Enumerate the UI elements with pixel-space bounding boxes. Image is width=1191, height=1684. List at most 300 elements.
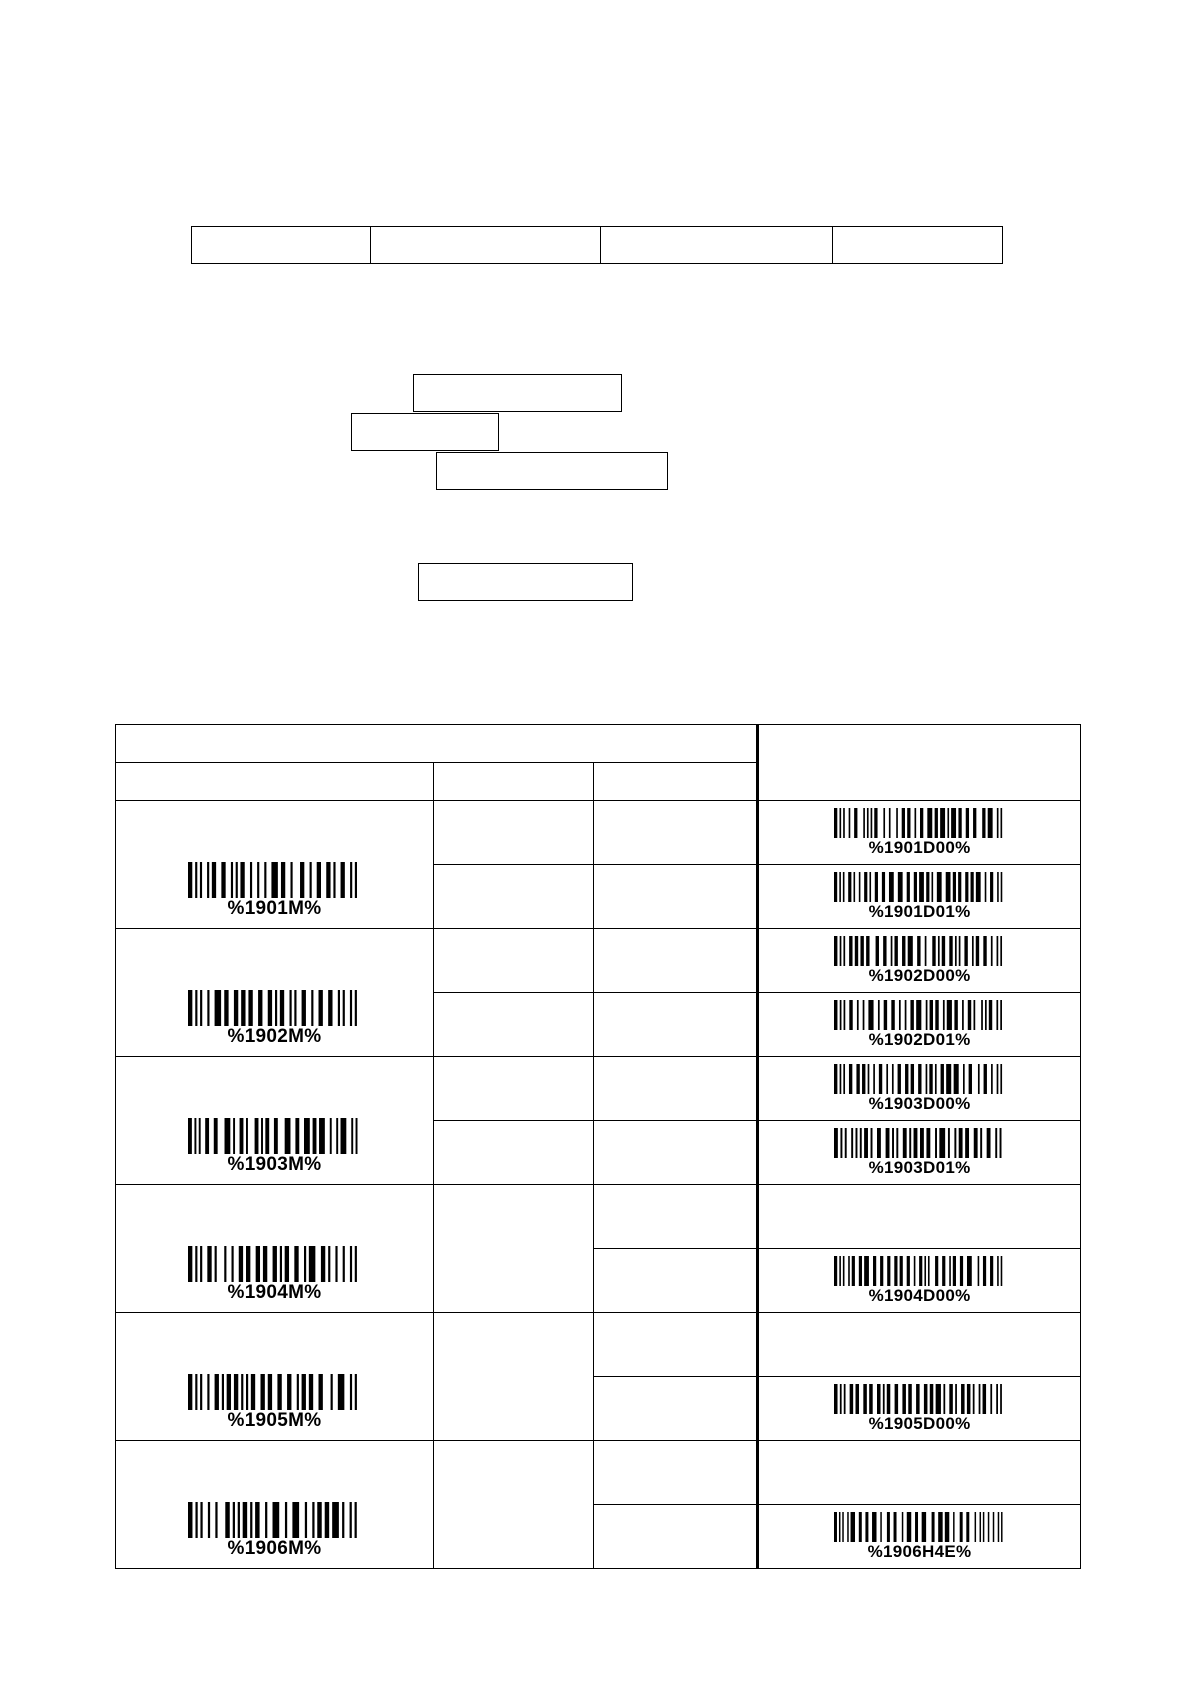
barcode-bar: [983, 1064, 986, 1094]
barcode-bar: [200, 990, 202, 1026]
barcode-bar: [304, 1502, 306, 1538]
barcode-bar: [928, 1256, 930, 1286]
barcode[interactable]: [834, 1064, 1006, 1113]
barcode[interactable]: [834, 808, 1006, 857]
barcode-bar: [874, 808, 877, 838]
barcode-bar: [834, 872, 837, 902]
barcode-bar: [952, 1256, 955, 1286]
barcode-bar: [349, 1246, 351, 1282]
barcode-bar: [195, 862, 197, 898]
barcode-bar: [224, 1118, 230, 1154]
top-header-strip: [191, 226, 1003, 264]
barcode-text: %1901D01%: [868, 902, 971, 921]
barcode-bar: [214, 990, 221, 1026]
barcode-text: %1906H4E%: [867, 1542, 972, 1561]
barcode-bar: [258, 990, 262, 1026]
barcode-text: %1902D01%: [868, 1030, 971, 1049]
barcode-bar: [916, 1384, 920, 1414]
table-row: [116, 1441, 1081, 1505]
barcode-bar: [843, 808, 845, 838]
barcode-bar: [904, 1000, 906, 1030]
barcode-bar: [856, 1000, 858, 1030]
barcode-bar: [945, 872, 950, 902]
sub-code-cell: [758, 1377, 1081, 1441]
table-row: [116, 929, 1081, 993]
barcode-text: %1903D01%: [868, 1158, 971, 1177]
sub-code-cell-empty: [758, 1441, 1081, 1505]
barcode-bar: [990, 872, 993, 902]
barcode-bar: [878, 1064, 881, 1094]
sub-code-cell: [758, 993, 1081, 1057]
barcode-bar: [349, 990, 351, 1026]
barcode-bar: [265, 1502, 267, 1538]
barcode-bar: [839, 1384, 841, 1414]
barcode-bar: [907, 808, 910, 838]
barcode-bar: [859, 1128, 861, 1158]
barcode-bar: [986, 1128, 990, 1158]
barcode-bar: [311, 990, 313, 1026]
barcode-bar: [897, 1064, 900, 1094]
sub-col2-cell: [434, 993, 594, 1057]
barcode-bar: [233, 990, 237, 1026]
barcode-bar: [205, 1118, 209, 1154]
barcode-bar: [990, 1384, 992, 1414]
barcode[interactable]: [834, 1256, 1006, 1305]
barcode-bars: [834, 1384, 1006, 1414]
barcode-bar: [287, 1374, 291, 1410]
barcode-bar: [214, 1374, 218, 1410]
barcode-bar: [864, 1128, 868, 1158]
barcode-bar: [866, 808, 868, 838]
barcode-bar: [982, 1384, 986, 1414]
barcode-bar: [889, 872, 894, 902]
barcode-bar: [312, 1502, 314, 1538]
barcode-bar: [233, 1374, 237, 1410]
barcode-bar: [858, 1256, 861, 1286]
barcode-text: %1901M%: [227, 898, 322, 919]
barcode-bar: [940, 808, 945, 838]
barcode-bar: [1000, 1064, 1002, 1094]
barcode[interactable]: [834, 1384, 1006, 1433]
barcode-bar: [194, 1118, 196, 1154]
main-code-cell: [116, 1057, 434, 1185]
barcode-bar: [918, 1064, 921, 1094]
barcode-bar: [849, 936, 852, 966]
barcode-bar: [963, 1064, 965, 1094]
barcode-bar: [860, 936, 863, 966]
barcode-bar: [954, 1128, 956, 1158]
sub-code-cell: [758, 1249, 1081, 1313]
main-code-cell: [116, 801, 434, 929]
barcode-bar: [844, 1128, 846, 1158]
barcode-bar: [896, 808, 898, 838]
barcode-bar: [953, 1512, 954, 1542]
label-box-3: [436, 452, 668, 490]
barcode-bar: [301, 1374, 305, 1410]
barcode-bar: [982, 808, 985, 838]
barcode[interactable]: [188, 1118, 362, 1175]
sub-code-cell: [758, 1505, 1081, 1569]
barcode-bar: [354, 1502, 356, 1538]
barcode-bar: [308, 1374, 312, 1410]
barcode-bar: [864, 1256, 869, 1286]
barcode-bar: [855, 1128, 857, 1158]
barcode-bar: [899, 1256, 902, 1286]
barcode-bar: [848, 1064, 851, 1094]
barcode-bar: [304, 1118, 310, 1154]
barcode-bar: [188, 862, 192, 898]
barcode-bar: [304, 1246, 306, 1282]
barcode-bar: [294, 990, 296, 1026]
barcode-bar: [955, 936, 957, 966]
barcode-bar: [907, 936, 912, 966]
barcode-bar: [277, 1374, 281, 1410]
barcode-bar: [888, 808, 890, 838]
barcode[interactable]: [834, 936, 1006, 985]
barcode-bar: [953, 1064, 958, 1094]
barcode-bars: [188, 1246, 362, 1282]
barcode-bar: [997, 1256, 999, 1286]
barcode-bar: [1000, 872, 1002, 902]
barcode-bar: [834, 1000, 837, 1030]
barcode-bar: [984, 872, 986, 902]
barcode[interactable]: [188, 862, 362, 919]
sub-col3-cell: [594, 801, 758, 865]
barcode-bar: [207, 1246, 211, 1282]
barcode[interactable]: [188, 990, 362, 1047]
barcode-bar: [894, 936, 897, 966]
barcode-bars: [834, 1064, 1006, 1094]
barcode-bar: [848, 1256, 850, 1286]
barcode-bar: [834, 1256, 837, 1286]
barcode-bar: [848, 872, 851, 902]
barcode-bar: [1000, 1384, 1002, 1414]
barcode-bar: [925, 1064, 927, 1094]
barcode-bar: [834, 1128, 838, 1158]
barcode-bar: [887, 1256, 890, 1286]
barcode-bar: [873, 1256, 876, 1286]
barcode-bar: [931, 872, 933, 902]
barcode-bar: [919, 1256, 922, 1286]
barcode-bar: [284, 1502, 286, 1538]
barcode-bar: [250, 1374, 254, 1410]
barcode-text: %1905D00%: [868, 1414, 971, 1433]
barcode-bar: [840, 1128, 842, 1158]
barcode-bar: [232, 1502, 234, 1538]
barcode-bar: [896, 1128, 898, 1158]
barcode-bar: [913, 1128, 917, 1158]
barcode-bar: [337, 1374, 344, 1410]
barcode-bar: [295, 1118, 299, 1154]
barcode-bar: [858, 872, 860, 902]
barcode-bar: [951, 808, 956, 838]
barcode-bar: [1001, 1512, 1002, 1542]
barcode-bar: [319, 1118, 325, 1154]
table-header-col1: [116, 763, 434, 801]
barcode-bar: [328, 990, 332, 1026]
barcode-bar: [862, 1000, 864, 1030]
main-code-cell: [116, 1185, 434, 1313]
barcode-bar: [901, 1512, 902, 1542]
barcode-bar: [944, 1512, 948, 1542]
barcode-bar: [839, 1256, 841, 1286]
barcode-bar: [350, 862, 352, 898]
barcode-bar: [279, 1246, 281, 1282]
sub-col3-cell: [594, 1377, 758, 1441]
barcode-bar: [292, 1502, 299, 1538]
barcode-bar: [973, 1000, 975, 1030]
barcode-bars: [834, 1256, 1006, 1286]
barcode-bar: [934, 808, 937, 838]
top-strip-cell-4: [833, 227, 1002, 263]
barcode-bar: [877, 1128, 881, 1158]
barcode-bar: [843, 936, 845, 966]
barcode-bar: [949, 936, 952, 966]
barcode-bar: [834, 1384, 838, 1414]
barcode-bar: [1000, 936, 1002, 966]
barcode-bar: [868, 1000, 873, 1030]
table-header-col2: [434, 763, 594, 801]
barcode-bar: [965, 1128, 969, 1158]
barcode-bar: [317, 1502, 321, 1538]
barcode-bar: [877, 1000, 879, 1030]
barcode-bars: [188, 862, 362, 898]
sub-col2-cell: [434, 1057, 594, 1121]
label-box-2: [351, 413, 499, 451]
barcode[interactable]: [188, 1374, 362, 1431]
barcode-bar: [843, 1000, 845, 1030]
barcode[interactable]: [188, 1246, 362, 1303]
barcode-bar: [894, 1384, 898, 1414]
barcode-bar: [838, 1512, 839, 1542]
barcode[interactable]: [834, 1000, 1006, 1049]
barcode-bar: [970, 872, 973, 902]
barcode-bar: [929, 1000, 932, 1030]
barcode-bar: [923, 1384, 927, 1414]
barcode-bar: [839, 872, 841, 902]
barcode-text: %1903M%: [227, 1154, 322, 1175]
barcode-bar: [982, 1256, 985, 1286]
barcode-bar: [851, 1256, 854, 1286]
barcode-bar: [926, 1128, 930, 1158]
barcode-bars: [188, 1118, 362, 1154]
barcode-bar: [309, 862, 311, 898]
barcode[interactable]: [834, 1512, 1006, 1561]
barcode-bar: [267, 990, 271, 1026]
barcode-bar: [996, 808, 998, 838]
barcode-bar: [947, 1128, 949, 1158]
sub-code-cell: [758, 929, 1081, 993]
barcode-bar: [877, 1384, 881, 1414]
barcode-bar: [241, 1374, 243, 1410]
barcode-bar: [238, 1246, 242, 1282]
barcode-bar: [237, 1502, 239, 1538]
barcode-bar: [920, 1128, 924, 1158]
barcode-bar: [273, 1118, 277, 1154]
barcode-bar: [224, 1246, 226, 1282]
barcode-text: %1905M%: [227, 1410, 322, 1431]
barcode-bar: [312, 1118, 316, 1154]
sub-col3-cell: [594, 1249, 758, 1313]
barcode-bar: [966, 1512, 969, 1542]
barcode-bar: [188, 1246, 192, 1282]
sub-col3-cell: [594, 993, 758, 1057]
barcode-bar: [883, 808, 885, 838]
barcode-bars: [188, 1374, 362, 1410]
barcode-bar: [920, 808, 923, 838]
barcode-bar: [909, 1128, 911, 1158]
barcode-bars: [834, 1000, 1006, 1030]
barcode-bar: [842, 872, 844, 902]
barcode-bar: [246, 1118, 248, 1154]
barcode[interactable]: [188, 1502, 362, 1559]
barcode-bar: [881, 872, 884, 902]
barcode-bar: [880, 1512, 881, 1542]
barcode-bar: [342, 1502, 344, 1538]
barcode-bar: [959, 1256, 962, 1286]
sub-col3-cell: [594, 1505, 758, 1569]
barcode-bar: [902, 936, 905, 966]
barcode-text: %1904M%: [227, 1282, 322, 1303]
barcode-bar: [257, 862, 259, 898]
barcode-bar: [929, 1064, 932, 1094]
barcode-bar: [271, 862, 277, 898]
barcode-bar: [949, 1256, 951, 1286]
barcode-bar: [847, 1512, 848, 1542]
barcode-bar: [988, 1000, 991, 1030]
barcode-bar: [990, 936, 992, 966]
barcode-bar: [351, 1118, 353, 1154]
barcode-bar: [318, 1374, 322, 1410]
barcode-bar: [905, 1064, 908, 1094]
barcode-bar: [863, 1384, 867, 1414]
barcode-bar: [834, 936, 837, 966]
barcode-bar: [1000, 1000, 1002, 1030]
barcode-bar: [867, 1064, 869, 1094]
barcode-bar: [853, 872, 855, 902]
barcode-bar: [886, 1384, 890, 1414]
barcode-bar: [955, 1384, 957, 1414]
barcode[interactable]: [834, 872, 1006, 921]
main-code-cell: [116, 1313, 434, 1441]
barcode-bar: [842, 1256, 844, 1286]
barcode-bar: [188, 1374, 192, 1410]
top-strip-cell-3: [601, 227, 833, 263]
barcode-bar: [200, 1502, 202, 1538]
barcode-bar: [913, 1256, 915, 1286]
barcode-bar: [938, 1512, 942, 1542]
barcode-bar: [949, 1384, 953, 1414]
barcode-bar: [249, 862, 251, 898]
barcode-bar: [316, 862, 320, 898]
barcode-bar: [289, 990, 291, 1026]
barcode-bar: [910, 1000, 913, 1030]
barcode-bar: [916, 1000, 921, 1030]
barcode-bar: [975, 872, 980, 902]
table-row: [116, 1185, 1081, 1249]
barcode-bar: [843, 1384, 845, 1414]
barcode-bar: [886, 1064, 888, 1094]
barcode-bar: [198, 1118, 200, 1154]
barcode-bar: [308, 1246, 315, 1282]
group-col2-cell: [434, 1313, 594, 1441]
barcode-bar: [959, 1512, 962, 1542]
barcode-bar: [954, 1000, 957, 1030]
barcode-bar: [869, 872, 871, 902]
barcode-bar: [985, 1000, 987, 1030]
barcode-bars: [834, 1128, 1006, 1158]
barcode-bar: [207, 862, 209, 898]
barcode-bar: [932, 936, 935, 966]
barcode-bar: [874, 872, 877, 902]
barcode-bar: [246, 1246, 250, 1282]
sub-code-cell: [758, 865, 1081, 929]
barcode-bar: [958, 1128, 962, 1158]
barcode-bar: [355, 1118, 357, 1154]
barcode-bar: [1000, 808, 1002, 838]
barcode-bar: [335, 1246, 337, 1282]
barcode-bar: [354, 1246, 356, 1282]
barcode-bar: [195, 1246, 197, 1282]
barcode-bar: [221, 1374, 223, 1410]
barcode-bar: [999, 1128, 1001, 1158]
barcode-bar: [935, 1128, 937, 1158]
barcode-bar: [883, 1000, 886, 1030]
barcode-bar: [869, 1384, 873, 1414]
sub-col3-cell: [594, 1185, 758, 1249]
barcode-bar: [973, 1128, 977, 1158]
barcode-bar: [958, 808, 961, 838]
barcode-bar: [188, 1118, 192, 1154]
barcode-text: %1902D00%: [868, 966, 971, 985]
barcode-bar: [855, 1384, 859, 1414]
barcode-table: [115, 724, 1081, 1569]
barcode-bar: [958, 872, 961, 902]
barcode-bar: [337, 990, 339, 1026]
barcode-text: %1903D00%: [868, 1094, 971, 1113]
barcode-bar: [188, 1502, 192, 1538]
barcode[interactable]: [834, 1128, 1006, 1177]
barcode-bar: [279, 990, 283, 1026]
barcode-bar: [284, 1118, 290, 1154]
barcode-bar: [893, 1512, 896, 1542]
sub-col2-cell: [434, 929, 594, 993]
barcode-bar: [943, 1384, 945, 1414]
barcode-bar: [340, 1118, 346, 1154]
barcode-bar: [890, 936, 892, 966]
barcode-bar: [891, 1064, 893, 1094]
barcode-bar: [246, 1374, 248, 1410]
barcode-bar: [207, 1502, 209, 1538]
barcode-bar: [978, 1384, 980, 1414]
barcode-bar: [975, 936, 978, 966]
barcode-bar: [914, 808, 916, 838]
barcode-bar: [906, 1512, 910, 1542]
barcode-bar: [987, 1512, 988, 1542]
barcode-bar: [330, 1374, 332, 1410]
barcode-bar: [272, 1502, 279, 1538]
barcode-bar: [834, 808, 837, 838]
label-box-4: [418, 563, 633, 601]
barcode-bar: [936, 872, 941, 902]
barcode-bar: [839, 808, 841, 838]
barcode-bar: [211, 862, 215, 898]
barcode-bar: [340, 862, 344, 898]
barcode-bar: [958, 936, 960, 966]
barcode-bar: [968, 1064, 971, 1094]
table-row: [116, 1057, 1081, 1121]
barcode-bar: [284, 1246, 288, 1282]
